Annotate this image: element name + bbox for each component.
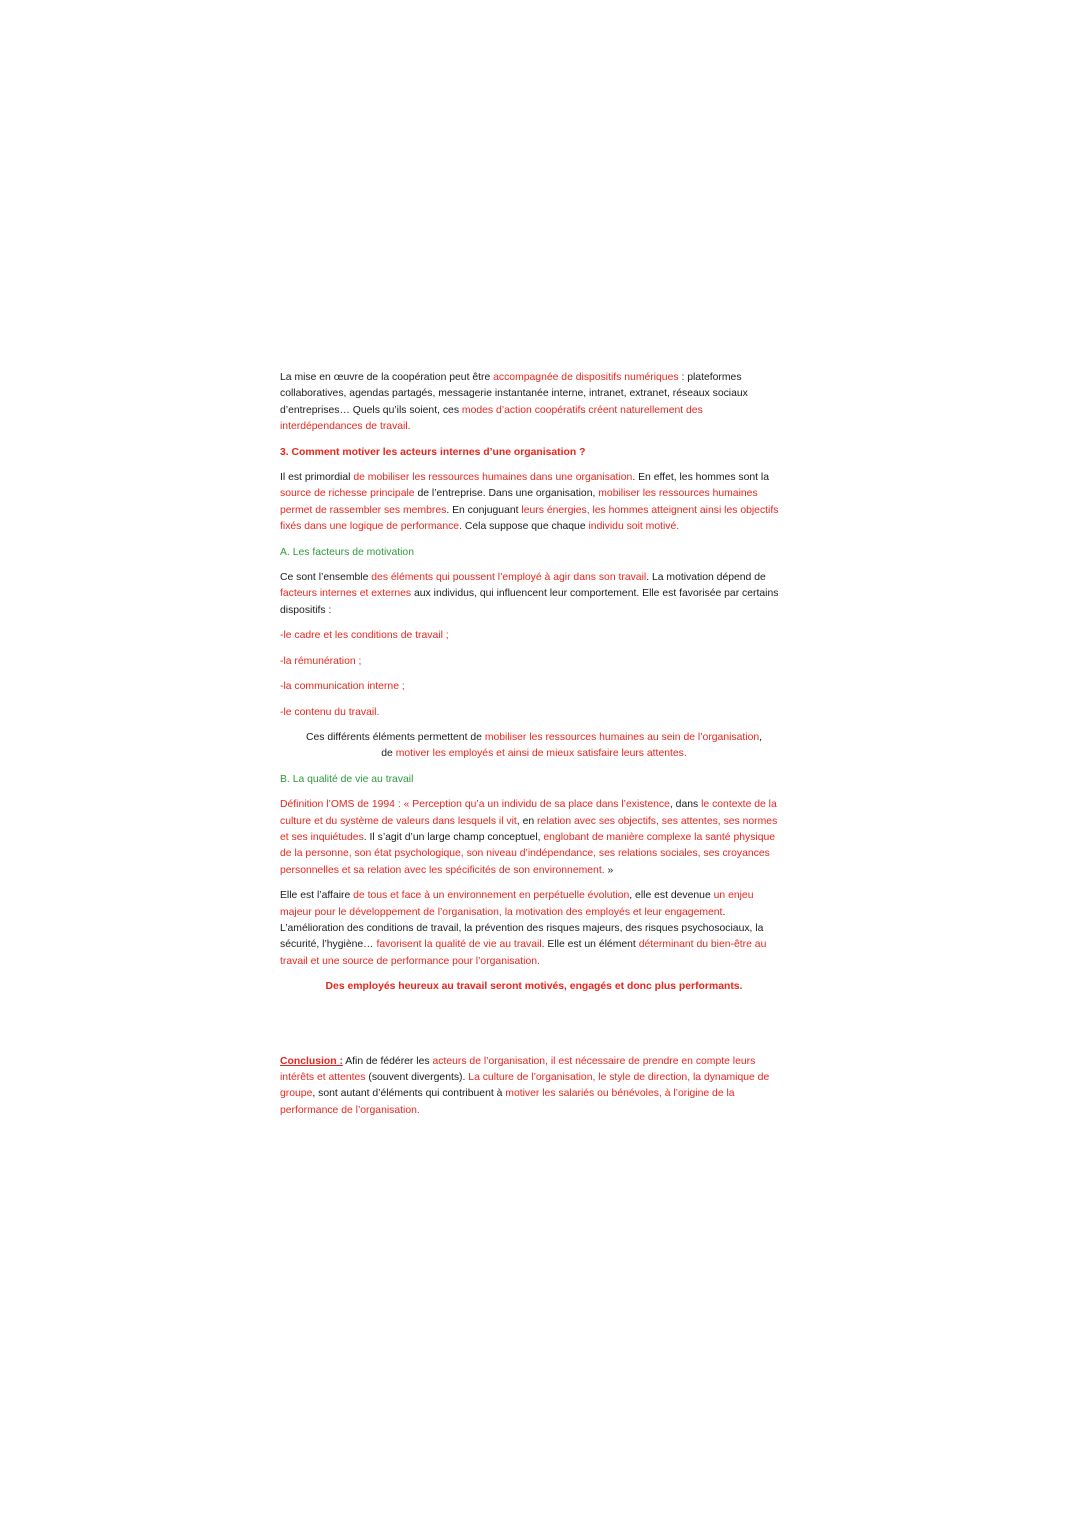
document-body [280, 370, 788, 1128]
list-item: -la rémunération ; [280, 655, 362, 667]
list-item: -le contenu du travail. [280, 706, 380, 718]
list-item: -la communication interne ; [280, 681, 405, 693]
paragraph-conclusion: Conclusion : Afin de fédérer les acteurs de l’organisation, il est nécessaire de prendre en compte leurs intérêts et attentes (souvent divergents). La culture de l’organisation, le style de direction, la dynamique de groupe, sont autant d’éléments qui contribuent à motiver les salariés ou bénévoles, à l’origine de la performance de l’organisation. [280, 1055, 770, 1116]
section-heading-3: 3. Comment motiver les acteurs internes d’une organisation ? [280, 446, 586, 458]
paragraph-cooperation: La mise en œuvre de la coopération peut être accompagnée de dispositifs numériques : plateformes collaboratives, agendas partagés, messagerie instantanée interne, intranet, extranet, réseaux sociaux d’entreprises… Quels qu’ils soient, ces modes d’action coopératifs créent naturellement des interdépendances de travail. [280, 372, 748, 433]
highlight-statement: Des employés heureux au travail seront motivés, engagés et donc plus performants. [325, 981, 743, 993]
conclusion-label: Conclusion : [280, 1055, 343, 1067]
paragraph-facteurs: Ce sont l’ensemble des éléments qui poussent l’employé à agir dans son travail. La motivation dépend de facteurs internes et externes aux individus, qui influencent leur comportement. Elle est favorisée par certains dispositifs : [280, 572, 779, 616]
subheading-b: B. La qualité de vie au travail [280, 773, 414, 785]
spacer [280, 996, 788, 1054]
list-item: -le cadre et les conditions de travail ; [280, 630, 449, 642]
paragraph-oms-definition: Définition l’OMS de 1994 : « Perception qu’a un individu de sa place dans l’existence, dans le contexte de la culture et du système de valeurs dans lesquels il vit, en relation avec ses objectifs, ses attentes, ses normes et ses inquiétudes. Il s’agit d’un large champ conceptuel, englobant de manière complexe la santé physique de la personne, son état psychologique, son niveau d’indépendance, ses relations sociales, ses croyances personnelles et sa relation avec les spécificités de son environnement. » [280, 799, 778, 876]
paragraph-summary: Ces différents éléments permettent de mobiliser les ressources humaines au sein de l’organisation, de motiver les employés et ainsi de mieux satisfaire leurs attentes. [305, 731, 763, 760]
subheading-a: A. Les facteurs de motivation [280, 546, 414, 558]
paragraph-mobiliser: Il est primordial de mobiliser les ressources humaines dans une organisation. En effet, les hommes sont la source de richesse principale de l’entreprise. Dans une organisation, mobiliser les ressources humaines permet de rassembler ses membres. En conjuguant leurs énergies, les hommes atteignent ainsi les objectifs fixés dans une logique de performance. Cela suppose que chaque individu soit motivé. [280, 472, 779, 533]
paragraph-qvt: Elle est l’affaire de tous et face à un environnement en perpétuelle évolution, elle est devenue un enjeu majeur pour le développement de l’organisation, la motivation des employés et leur engagement. L’amélioration des conditions de travail, la prévention des risques majeurs, des risques psychosociaux, la sécurité, l’hygiène… favorisent la qualité de vie au travail. Elle est un élément déterminant du bien-être au travail et une source de performance pour l’organisation. [280, 890, 767, 967]
